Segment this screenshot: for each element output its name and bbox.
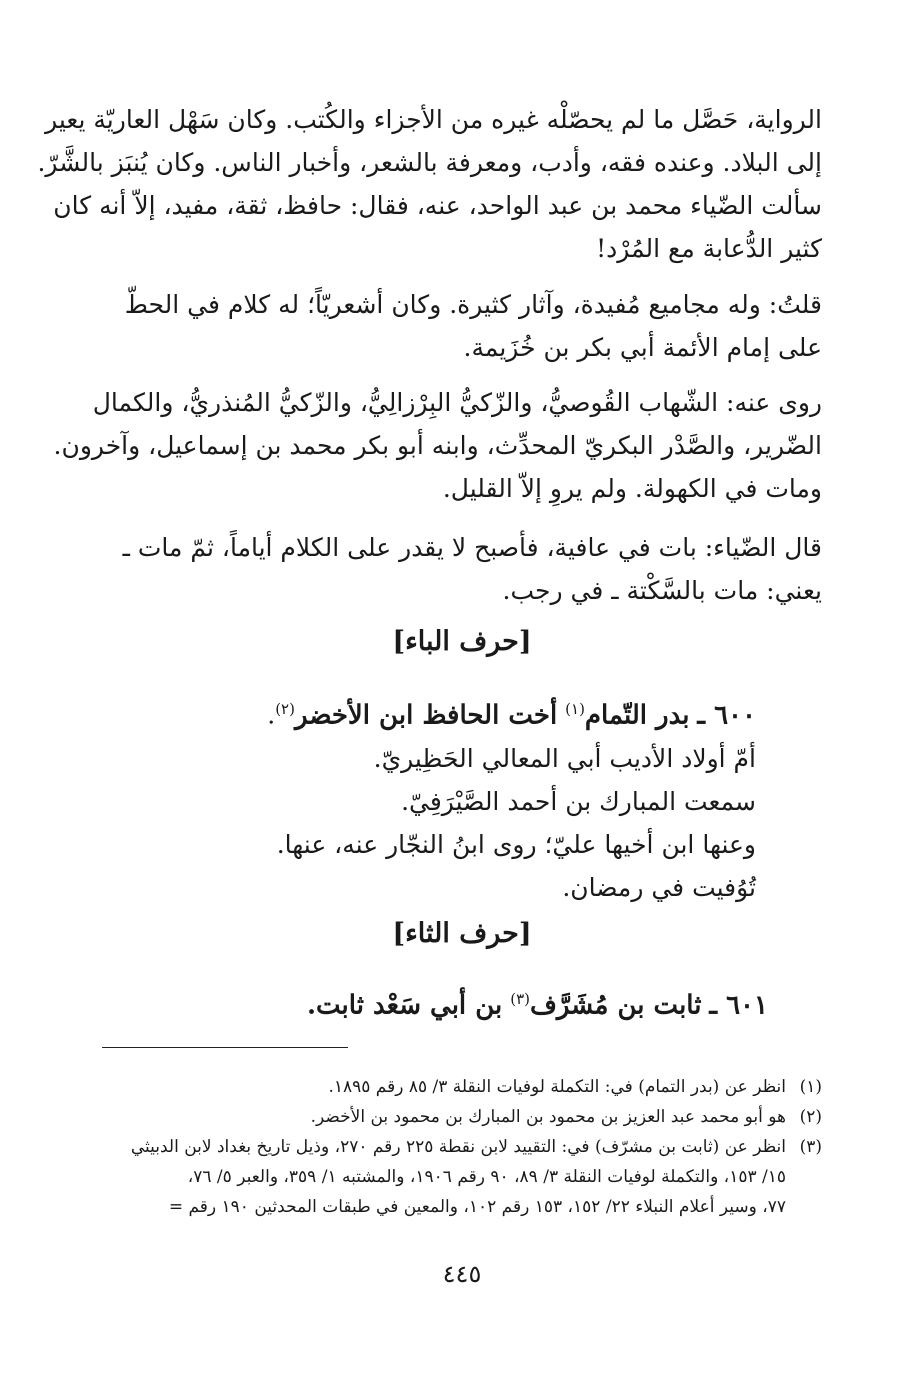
text-line: يعني: مات بالسَّكْتة ـ في رجب. xyxy=(502,576,822,605)
footnote-2 xyxy=(100,1102,822,1132)
footnote-3 xyxy=(100,1132,822,1222)
entry-relation: بن أبي سَعْد ثابت. xyxy=(306,990,503,1021)
entry-line: وعنها ابن أخيها عليّ؛ روى ابنُ النجّار عنه، عنها. xyxy=(276,830,756,860)
entry-601 xyxy=(148,978,768,1027)
section-heading-ba: [حرف الباء] xyxy=(392,626,532,657)
footnote-number: (٣) xyxy=(799,1137,822,1157)
entry-relation: أخت الحافظ ابن الأخضر xyxy=(294,700,558,731)
text-line: الضّرير، والصَّدْر البكريّ المحدِّث، وابنه أبو بكر محمد بن إسماعيل، وآخرون. xyxy=(53,431,822,460)
entry-601-title xyxy=(148,978,768,1027)
footnote-text: انظر عن (بدر التمام) في: التكملة لوفيات النقلة ٣/ ٨٥ رقم ١٨٩٥. xyxy=(328,1077,786,1097)
entry-number: ٦٠١ ـ xyxy=(709,990,768,1021)
text-line: إلى البلاد. وعنده فقه، وأدب، ومعرفة بالشعر، وأخبار الناس. وكان يُنبَز بالشَّرّ. xyxy=(37,148,822,177)
footnote-text: ١٥/ ١٥٣، والتكملة لوفيات النقلة ٣/ ٨٩، ٩٠ رقم ١٩٠٦، والمشتبه ١/ ٣٥٩، والعبر ٥/ ٧٦، xyxy=(187,1167,786,1187)
text-line: قلتُ: وله مجاميع مُفيدة، وآثار كثيرة. وكان أشعريّاً؛ له كلام في الحطّ xyxy=(124,290,822,319)
footnote-separator xyxy=(102,1047,348,1048)
entry-600-title xyxy=(156,688,756,737)
paragraph-3 xyxy=(53,381,822,510)
entry-name: بدر التّمام xyxy=(584,700,690,731)
text-line: روى عنه: الشّهاب القُوصيُّ، والزّكيُّ البِرْزالِيُّ، والزّكيُّ المُنذريُّ، والكمال xyxy=(92,388,822,417)
text-line: الرواية، حَصَّل ما لم يحصّلْه غيره من الأجزاء والكُتب. وكان سَهْل العاريّة يعير xyxy=(45,105,822,134)
footnote-ref-1[interactable]: (١) xyxy=(565,700,585,718)
entry-end: . xyxy=(267,700,276,730)
entry-600 xyxy=(156,688,756,909)
paragraph-2 xyxy=(100,283,822,369)
entry-line: تُوُفيت في رمضان. xyxy=(562,873,756,903)
footnote-text: ٧٧، وسير أعلام النبلاء ٢٢/ ١٥٢، ١٥٣ رقم ١٠٢، والمعين في طبقات المحدثين ١٩٠ رقم = xyxy=(168,1197,786,1217)
section-heading-tha: [حرف الثاء] xyxy=(392,918,532,949)
footnote-ref-3[interactable]: (٣) xyxy=(510,990,530,1008)
entry-line: أمّ أولاد الأديب أبي المعالي الحَظِيريّ. xyxy=(373,744,756,774)
entry-name: ثابت بن مُشَرَّف xyxy=(529,990,702,1021)
footnote-number: (١) xyxy=(799,1077,822,1097)
footnote-text: انظر عن (ثابت بن مشرّف) في: التقييد لابن نقطة ٢٢٥ رقم ٢٧٠، وذيل تاريخ بغداد لابن الدبيثي xyxy=(130,1137,786,1157)
footnote-text: هو أبو محمد عبد العزيز بن محمود بن المبارك بن محمود بن الأخضر. xyxy=(310,1107,786,1127)
footnotes xyxy=(100,1072,822,1222)
paragraph-4 xyxy=(100,526,822,612)
text-line: على إمام الأئمة أبي بكر بن خُزَيمة. xyxy=(463,333,822,362)
footnote-ref-2[interactable]: (٢) xyxy=(275,700,295,718)
paragraph-1 xyxy=(37,98,822,270)
text-line: ومات في الكهولة. ولم يروِ إلاّ القليل. xyxy=(442,474,822,503)
text-line: سألت الضّياء محمد بن عبد الواحد، عنه، فقال: حافظ، ثقة، مفيد، إلاّ أنه كان xyxy=(53,191,822,220)
entry-line: سمعت المبارك بن أحمد الصَّيْرَفِيّ. xyxy=(401,787,756,817)
footnote-1 xyxy=(100,1072,822,1102)
text-line: قال الضّياء: بات في عافية، فأصبح لا يقدر على الكلام أياماً، ثمّ مات ـ xyxy=(122,533,822,562)
entry-number: ٦٠٠ ـ xyxy=(697,700,756,731)
page-number: ٤٤٥ xyxy=(442,1260,482,1288)
text-line: كثير الدُّعابة مع المُرْد! xyxy=(596,234,822,263)
footnote-number: (٢) xyxy=(799,1107,822,1127)
